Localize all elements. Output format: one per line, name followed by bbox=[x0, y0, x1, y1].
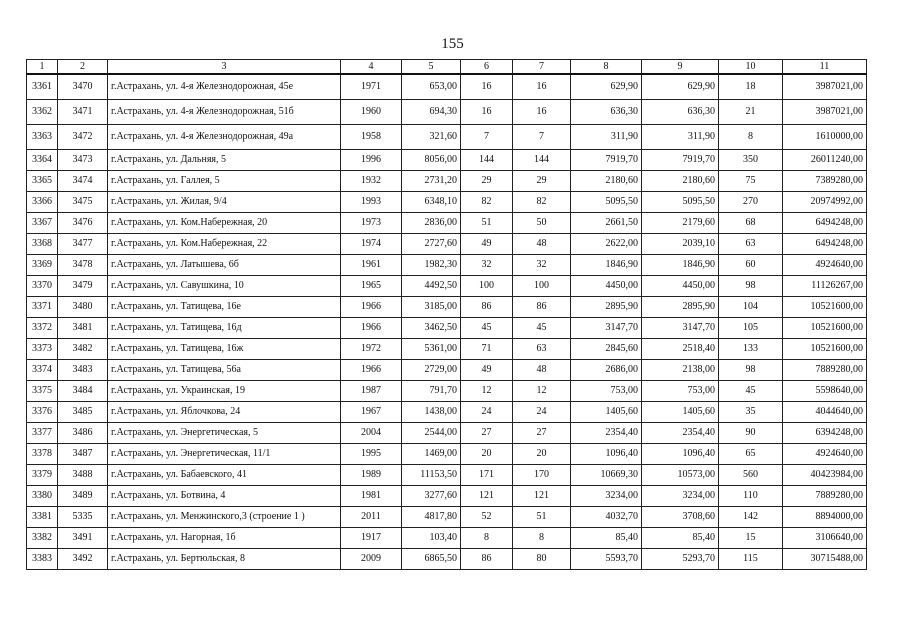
table-cell: 98 bbox=[719, 276, 783, 297]
table-cell: 1966 bbox=[341, 297, 402, 318]
table-cell: 2836,00 bbox=[402, 213, 461, 234]
table-cell: г.Астрахань, ул. 4-я Железнодорожная, 51б bbox=[108, 100, 341, 125]
table-row bbox=[27, 213, 867, 234]
table-cell: 63 bbox=[513, 339, 571, 360]
table-cell: г.Астрахань, ул. Бертюльская, 8 bbox=[108, 549, 341, 570]
table-cell: 16 bbox=[513, 100, 571, 125]
table-cell: 3374 bbox=[27, 360, 58, 381]
table-cell: 7919,70 bbox=[642, 150, 719, 171]
table-cell: 86 bbox=[513, 297, 571, 318]
table-cell: 16 bbox=[461, 74, 513, 100]
table-cell: 636,30 bbox=[642, 100, 719, 125]
table-cell: 133 bbox=[719, 339, 783, 360]
table-cell: 3106640,00 bbox=[783, 528, 867, 549]
table-cell: 3482 bbox=[58, 339, 108, 360]
table-cell: 4032,70 bbox=[571, 507, 642, 528]
table-cell: 5095,50 bbox=[642, 192, 719, 213]
table-cell: 21 bbox=[719, 100, 783, 125]
table-cell: 1846,90 bbox=[571, 255, 642, 276]
table-cell: 8 bbox=[513, 528, 571, 549]
table-cell: 52 bbox=[461, 507, 513, 528]
table-row bbox=[27, 297, 867, 318]
table-cell: 3472 bbox=[58, 125, 108, 150]
table-row bbox=[27, 423, 867, 444]
table-cell: 24 bbox=[461, 402, 513, 423]
table-cell: 100 bbox=[461, 276, 513, 297]
table-cell: 270 bbox=[719, 192, 783, 213]
table-cell: 3375 bbox=[27, 381, 58, 402]
table-cell: 3376 bbox=[27, 402, 58, 423]
table-cell: г.Астрахань, ул. Украинская, 19 bbox=[108, 381, 341, 402]
table-row bbox=[27, 360, 867, 381]
table-cell: 3708,60 bbox=[642, 507, 719, 528]
table-cell: г.Астрахань, ул. Бабаевского, 41 bbox=[108, 465, 341, 486]
table-cell: 3369 bbox=[27, 255, 58, 276]
column-header: 2 bbox=[58, 60, 108, 75]
table-cell: 12 bbox=[461, 381, 513, 402]
table-cell: 3483 bbox=[58, 360, 108, 381]
table-cell: 694,30 bbox=[402, 100, 461, 125]
table-cell: 1989 bbox=[341, 465, 402, 486]
table-cell: 75 bbox=[719, 171, 783, 192]
table-row bbox=[27, 276, 867, 297]
table-cell: 6494248,00 bbox=[783, 213, 867, 234]
table-cell: 1846,90 bbox=[642, 255, 719, 276]
table-cell: 1405,60 bbox=[571, 402, 642, 423]
table-cell: 7889280,00 bbox=[783, 360, 867, 381]
housing-register-table bbox=[26, 59, 867, 570]
table-cell: 1974 bbox=[341, 234, 402, 255]
table-cell: 2138,00 bbox=[642, 360, 719, 381]
table-row bbox=[27, 486, 867, 507]
table-cell: 20974992,00 bbox=[783, 192, 867, 213]
table-cell: 16 bbox=[513, 74, 571, 100]
table-cell: г.Астрахань, ул. Нагорная, 1б bbox=[108, 528, 341, 549]
table-cell: 3481 bbox=[58, 318, 108, 339]
table-cell: 7 bbox=[461, 125, 513, 150]
table-cell: 1967 bbox=[341, 402, 402, 423]
table-cell: 85,40 bbox=[571, 528, 642, 549]
table-cell: 10669,30 bbox=[571, 465, 642, 486]
table-cell: 3491 bbox=[58, 528, 108, 549]
table-cell: 2179,60 bbox=[642, 213, 719, 234]
table-cell: 1966 bbox=[341, 318, 402, 339]
table-cell: 3378 bbox=[27, 444, 58, 465]
table-cell: 1610000,00 bbox=[783, 125, 867, 150]
table-cell: 98 bbox=[719, 360, 783, 381]
table-cell: 16 bbox=[461, 100, 513, 125]
table-cell: 1987 bbox=[341, 381, 402, 402]
table-cell: 8 bbox=[461, 528, 513, 549]
column-header: 11 bbox=[783, 60, 867, 75]
table-cell: 63 bbox=[719, 234, 783, 255]
table-cell: 5095,50 bbox=[571, 192, 642, 213]
table-cell: 5293,70 bbox=[642, 549, 719, 570]
table-cell: 45 bbox=[719, 381, 783, 402]
table-row bbox=[27, 150, 867, 171]
table-cell: 40423984,00 bbox=[783, 465, 867, 486]
table-cell: 142 bbox=[719, 507, 783, 528]
table-row bbox=[27, 192, 867, 213]
table-cell: 1965 bbox=[341, 276, 402, 297]
table-cell: г.Астрахань, ул. 4-я Железнодорожная, 49а bbox=[108, 125, 341, 150]
table-cell: 10521600,00 bbox=[783, 339, 867, 360]
table-cell: 5361,00 bbox=[402, 339, 461, 360]
table-cell: 30715488,00 bbox=[783, 549, 867, 570]
table-cell: 20 bbox=[461, 444, 513, 465]
table-cell: 350 bbox=[719, 150, 783, 171]
table-cell: 3486 bbox=[58, 423, 108, 444]
table-cell: 3380 bbox=[27, 486, 58, 507]
column-header: 6 bbox=[461, 60, 513, 75]
table-cell: 18 bbox=[719, 74, 783, 100]
table-cell: г.Астрахань, ул. Ком.Набережная, 22 bbox=[108, 234, 341, 255]
table-cell: 1096,40 bbox=[571, 444, 642, 465]
table-cell: 4044640,00 bbox=[783, 402, 867, 423]
table-cell: 10521600,00 bbox=[783, 297, 867, 318]
table-row bbox=[27, 402, 867, 423]
table-cell: 3372 bbox=[27, 318, 58, 339]
table-cell: 8894000,00 bbox=[783, 507, 867, 528]
table-cell: 3474 bbox=[58, 171, 108, 192]
column-header: 3 bbox=[108, 60, 341, 75]
table-row bbox=[27, 465, 867, 486]
table-cell: г.Астрахань, ул. Жилая, 9/4 bbox=[108, 192, 341, 213]
table-cell: 3277,60 bbox=[402, 486, 461, 507]
table-cell: 560 bbox=[719, 465, 783, 486]
table-cell: 10521600,00 bbox=[783, 318, 867, 339]
table-cell: г.Астрахань, ул. Ботвина, 4 bbox=[108, 486, 341, 507]
table-cell: 311,90 bbox=[571, 125, 642, 150]
table-row bbox=[27, 444, 867, 465]
table-cell: г.Астрахань, ул. Татищева, 16ж bbox=[108, 339, 341, 360]
table-cell: 2004 bbox=[341, 423, 402, 444]
table-cell: 2895,90 bbox=[571, 297, 642, 318]
table-cell: 3487 bbox=[58, 444, 108, 465]
table-cell: 2544,00 bbox=[402, 423, 461, 444]
table-cell: 71 bbox=[461, 339, 513, 360]
table-cell: 1438,00 bbox=[402, 402, 461, 423]
table-cell: 1961 bbox=[341, 255, 402, 276]
table-cell: 2845,60 bbox=[571, 339, 642, 360]
table-cell: 3361 bbox=[27, 74, 58, 100]
table-cell: 49 bbox=[461, 360, 513, 381]
column-header: 1 bbox=[27, 60, 58, 75]
table-cell: 3366 bbox=[27, 192, 58, 213]
table-cell: 15 bbox=[719, 528, 783, 549]
table-cell: 2729,00 bbox=[402, 360, 461, 381]
table-cell: 6348,10 bbox=[402, 192, 461, 213]
table-cell: 50 bbox=[513, 213, 571, 234]
table-cell: 4450,00 bbox=[642, 276, 719, 297]
table-cell: 3471 bbox=[58, 100, 108, 125]
table-row bbox=[27, 507, 867, 528]
table-cell: г.Астрахань, ул. Татищева, 16д bbox=[108, 318, 341, 339]
table-cell: 11126267,00 bbox=[783, 276, 867, 297]
table-cell: г.Астрахань, ул. Дальняя, 5 bbox=[108, 150, 341, 171]
table-cell: 3470 bbox=[58, 74, 108, 100]
table-cell: 60 bbox=[719, 255, 783, 276]
table-cell: 3364 bbox=[27, 150, 58, 171]
table-cell: 86 bbox=[461, 297, 513, 318]
table-cell: 4817,80 bbox=[402, 507, 461, 528]
header-row bbox=[27, 60, 867, 75]
table-row bbox=[27, 171, 867, 192]
table-row bbox=[27, 255, 867, 276]
table-cell: 68 bbox=[719, 213, 783, 234]
table-cell: 3476 bbox=[58, 213, 108, 234]
table-cell: 3371 bbox=[27, 297, 58, 318]
table-cell: 3381 bbox=[27, 507, 58, 528]
table-cell: 144 bbox=[461, 150, 513, 171]
table-cell: 5593,70 bbox=[571, 549, 642, 570]
page-number: 155 bbox=[441, 36, 464, 52]
table-row bbox=[27, 318, 867, 339]
table-cell: г.Астрахань, ул. Татищева, 16е bbox=[108, 297, 341, 318]
table-cell: 7 bbox=[513, 125, 571, 150]
table-cell: 321,60 bbox=[402, 125, 461, 150]
table-cell: 2731,20 bbox=[402, 171, 461, 192]
table-cell: г.Астрахань, ул. Энергетическая, 5 bbox=[108, 423, 341, 444]
table-cell: 3365 bbox=[27, 171, 58, 192]
table-cell: 1958 bbox=[341, 125, 402, 150]
table-cell: 2661,50 bbox=[571, 213, 642, 234]
table-cell: 6394248,00 bbox=[783, 423, 867, 444]
column-header: 5 bbox=[402, 60, 461, 75]
table-cell: 2686,00 bbox=[571, 360, 642, 381]
table-cell: 51 bbox=[461, 213, 513, 234]
table-cell: 3234,00 bbox=[642, 486, 719, 507]
table-cell: 26011240,00 bbox=[783, 150, 867, 171]
table-cell: 1966 bbox=[341, 360, 402, 381]
table-cell: 1973 bbox=[341, 213, 402, 234]
table-cell: 7889280,00 bbox=[783, 486, 867, 507]
table-cell: 2180,60 bbox=[571, 171, 642, 192]
table-body bbox=[27, 74, 867, 570]
table-cell: 3479 bbox=[58, 276, 108, 297]
table-cell: 1972 bbox=[341, 339, 402, 360]
table-cell: 3987021,00 bbox=[783, 100, 867, 125]
table-cell: 3234,00 bbox=[571, 486, 642, 507]
table-cell: 2011 bbox=[341, 507, 402, 528]
table-cell: 110 bbox=[719, 486, 783, 507]
table-cell: 3473 bbox=[58, 150, 108, 171]
table-cell: 1982,30 bbox=[402, 255, 461, 276]
table-cell: 3382 bbox=[27, 528, 58, 549]
table-cell: 82 bbox=[461, 192, 513, 213]
table-cell: 6865,50 bbox=[402, 549, 461, 570]
table-cell: 2727,60 bbox=[402, 234, 461, 255]
table-cell: 1971 bbox=[341, 74, 402, 100]
table-cell: 27 bbox=[461, 423, 513, 444]
table-cell: 32 bbox=[461, 255, 513, 276]
table-cell: г.Астрахань, ул. Савушкина, 10 bbox=[108, 276, 341, 297]
table-cell: 3362 bbox=[27, 100, 58, 125]
table-cell: г.Астрахань, ул. Энергетическая, 11/1 bbox=[108, 444, 341, 465]
table-cell: 2895,90 bbox=[642, 297, 719, 318]
table-cell: 3475 bbox=[58, 192, 108, 213]
table-cell: 29 bbox=[513, 171, 571, 192]
table-cell: 3485 bbox=[58, 402, 108, 423]
column-header: 7 bbox=[513, 60, 571, 75]
table-cell: 121 bbox=[461, 486, 513, 507]
table-row bbox=[27, 125, 867, 150]
table-cell: 105 bbox=[719, 318, 783, 339]
table-cell: 5598640,00 bbox=[783, 381, 867, 402]
table-cell: 11153,50 bbox=[402, 465, 461, 486]
table-cell: 12 bbox=[513, 381, 571, 402]
table-cell: 1981 bbox=[341, 486, 402, 507]
table-cell: 3379 bbox=[27, 465, 58, 486]
table-cell: 103,40 bbox=[402, 528, 461, 549]
table-cell: 8056,00 bbox=[402, 150, 461, 171]
table-cell: г.Астрахань, ул. 4-я Железнодорожная, 45е bbox=[108, 74, 341, 100]
table-cell: г.Астрахань, ул. Татищева, 56а bbox=[108, 360, 341, 381]
table-cell: г.Астрахань, ул. Менжинского,3 (строение 1 ) bbox=[108, 507, 341, 528]
table-cell: 629,90 bbox=[642, 74, 719, 100]
table-cell: 629,90 bbox=[571, 74, 642, 100]
column-header: 10 bbox=[719, 60, 783, 75]
table-cell: 86 bbox=[461, 549, 513, 570]
table-cell: 49 bbox=[461, 234, 513, 255]
table-cell: 4492,50 bbox=[402, 276, 461, 297]
table-cell: 2354,40 bbox=[642, 423, 719, 444]
table-cell: 20 bbox=[513, 444, 571, 465]
table-cell: 3987021,00 bbox=[783, 74, 867, 100]
table-cell: 1960 bbox=[341, 100, 402, 125]
table-cell: 3477 bbox=[58, 234, 108, 255]
table-cell: 4924640,00 bbox=[783, 444, 867, 465]
table-cell: 1469,00 bbox=[402, 444, 461, 465]
table-cell: 3185,00 bbox=[402, 297, 461, 318]
table-cell: 24 bbox=[513, 402, 571, 423]
table-cell: 3368 bbox=[27, 234, 58, 255]
table-cell: 144 bbox=[513, 150, 571, 171]
table-cell: 3147,70 bbox=[642, 318, 719, 339]
table-cell: 48 bbox=[513, 360, 571, 381]
table-cell: 1917 bbox=[341, 528, 402, 549]
table-cell: 4924640,00 bbox=[783, 255, 867, 276]
table-cell: 100 bbox=[513, 276, 571, 297]
table-cell: 90 bbox=[719, 423, 783, 444]
table-cell: 753,00 bbox=[642, 381, 719, 402]
table-cell: 80 bbox=[513, 549, 571, 570]
table-cell: 65 bbox=[719, 444, 783, 465]
table-cell: 653,00 bbox=[402, 74, 461, 100]
column-header: 8 bbox=[571, 60, 642, 75]
table-cell: 85,40 bbox=[642, 528, 719, 549]
table-cell: 29 bbox=[461, 171, 513, 192]
table-row bbox=[27, 339, 867, 360]
table-cell: 1405,60 bbox=[642, 402, 719, 423]
table-row bbox=[27, 234, 867, 255]
table-cell: 35 bbox=[719, 402, 783, 423]
table-cell: 1995 bbox=[341, 444, 402, 465]
table-cell: 10573,00 bbox=[642, 465, 719, 486]
table-row bbox=[27, 100, 867, 125]
table-cell: 104 bbox=[719, 297, 783, 318]
table-cell: 6494248,00 bbox=[783, 234, 867, 255]
table-cell: 791,70 bbox=[402, 381, 461, 402]
table-cell: 3383 bbox=[27, 549, 58, 570]
table-cell: 3480 bbox=[58, 297, 108, 318]
table-cell: 3367 bbox=[27, 213, 58, 234]
table-cell: 3147,70 bbox=[571, 318, 642, 339]
table-cell: 2009 bbox=[341, 549, 402, 570]
table-cell: 1993 bbox=[341, 192, 402, 213]
table-cell: 5335 bbox=[58, 507, 108, 528]
table-cell: 3489 bbox=[58, 486, 108, 507]
table-cell: 2622,00 bbox=[571, 234, 642, 255]
table-cell: 3488 bbox=[58, 465, 108, 486]
table-cell: 115 bbox=[719, 549, 783, 570]
table-cell: 45 bbox=[461, 318, 513, 339]
table-cell: 82 bbox=[513, 192, 571, 213]
table-cell: 3492 bbox=[58, 549, 108, 570]
column-header: 4 bbox=[341, 60, 402, 75]
table-cell: 3377 bbox=[27, 423, 58, 444]
table-row bbox=[27, 549, 867, 570]
table-cell: 753,00 bbox=[571, 381, 642, 402]
table-cell: 2354,40 bbox=[571, 423, 642, 444]
table-cell: 3363 bbox=[27, 125, 58, 150]
table-cell: 51 bbox=[513, 507, 571, 528]
table-cell: 48 bbox=[513, 234, 571, 255]
table-cell: г.Астрахань, ул. Ком.Набережная, 20 bbox=[108, 213, 341, 234]
table-cell: 32 bbox=[513, 255, 571, 276]
table-cell: 3478 bbox=[58, 255, 108, 276]
table-cell: г.Астрахань, ул. Галлея, 5 bbox=[108, 171, 341, 192]
table-cell: 121 bbox=[513, 486, 571, 507]
table-row bbox=[27, 528, 867, 549]
table-cell: 27 bbox=[513, 423, 571, 444]
table-cell: 2518,40 bbox=[642, 339, 719, 360]
table-row bbox=[27, 74, 867, 100]
table-cell: 3484 bbox=[58, 381, 108, 402]
table-cell: г.Астрахань, ул. Яблочкова, 24 bbox=[108, 402, 341, 423]
column-header: 9 bbox=[642, 60, 719, 75]
table-cell: 3462,50 bbox=[402, 318, 461, 339]
table-cell: 2039,10 bbox=[642, 234, 719, 255]
table-cell: 1096,40 bbox=[642, 444, 719, 465]
table-cell: 1932 bbox=[341, 171, 402, 192]
table-cell: 45 bbox=[513, 318, 571, 339]
table-cell: 1996 bbox=[341, 150, 402, 171]
table-cell: 170 bbox=[513, 465, 571, 486]
table-cell: 7389280,00 bbox=[783, 171, 867, 192]
table-cell: 8 bbox=[719, 125, 783, 150]
table-cell: 2180,60 bbox=[642, 171, 719, 192]
table-cell: 4450,00 bbox=[571, 276, 642, 297]
table-cell: 7919,70 bbox=[571, 150, 642, 171]
table-cell: г.Астрахань, ул. Латышева, 6б bbox=[108, 255, 341, 276]
table-cell: 3373 bbox=[27, 339, 58, 360]
table-cell: 3370 bbox=[27, 276, 58, 297]
table-cell: 636,30 bbox=[571, 100, 642, 125]
table-row bbox=[27, 381, 867, 402]
table-cell: 171 bbox=[461, 465, 513, 486]
table-cell: 311,90 bbox=[642, 125, 719, 150]
